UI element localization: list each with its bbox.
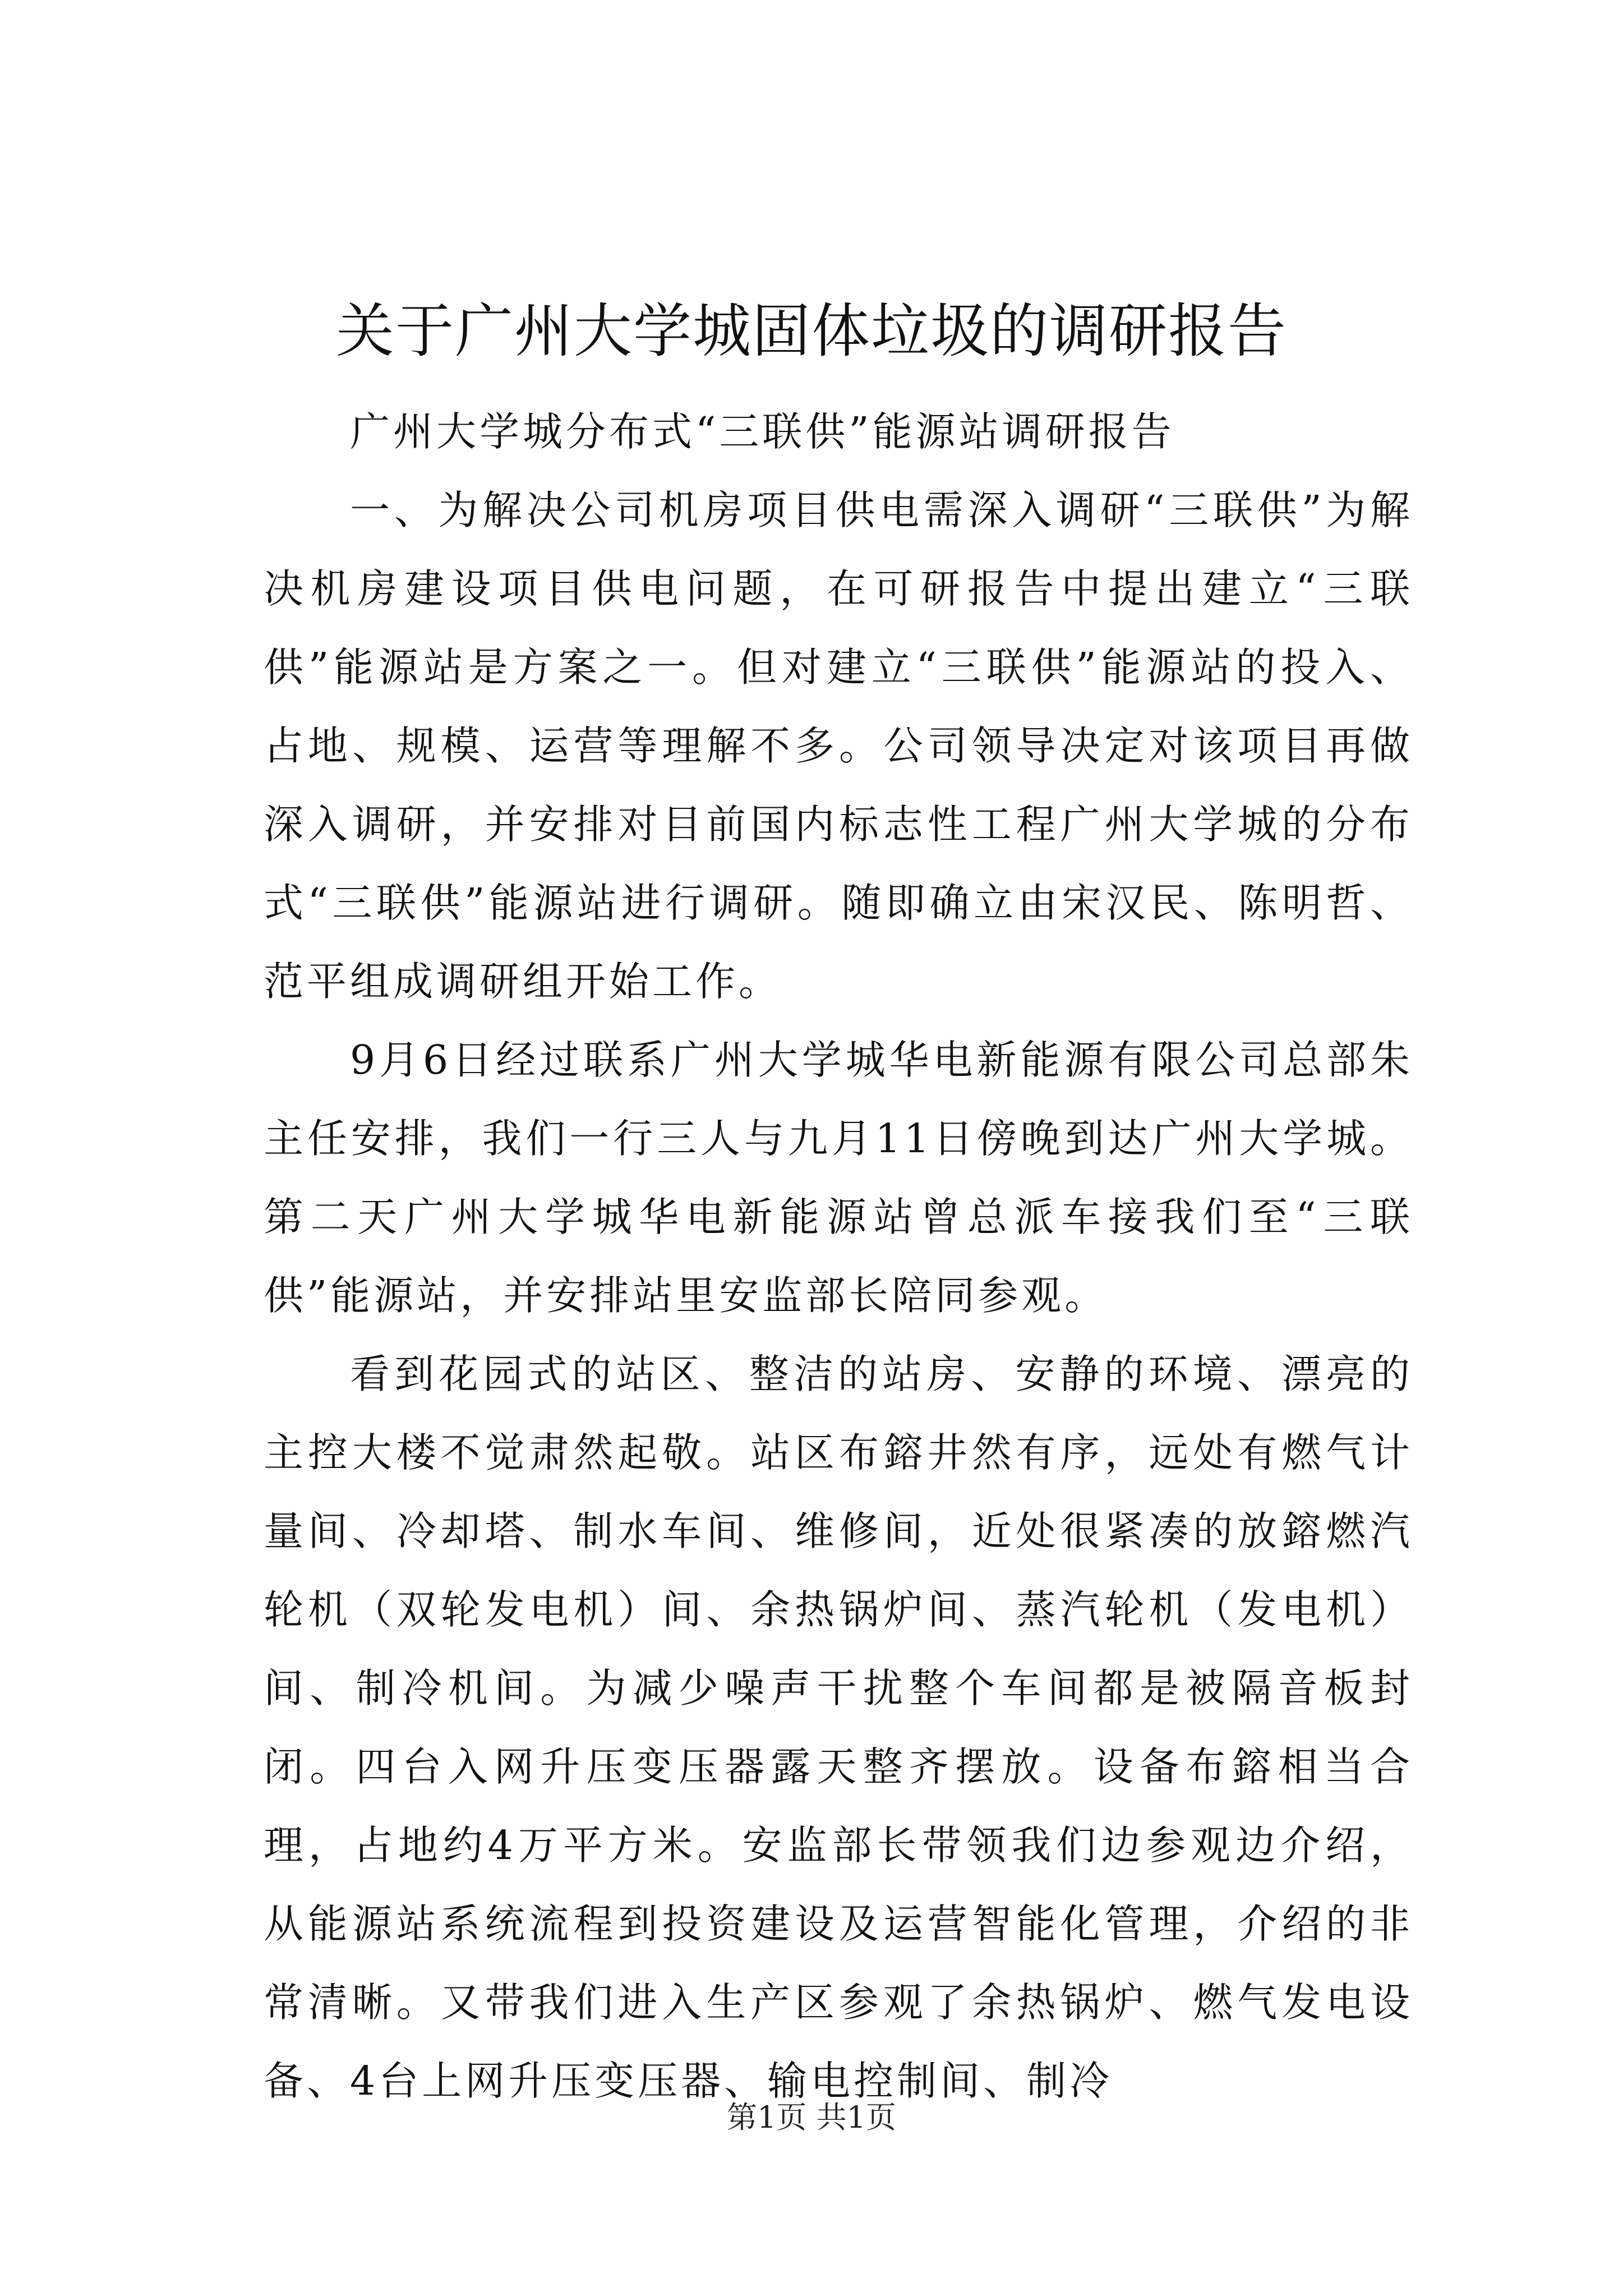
paragraph: 一、为解决公司机房项目供电需深入调研“三联供”为解决机房建设项目供电问题，在可研报告中提出建立“三联供”能源站是方案之一。但对建立“三联供”能源站的投入、占地、规模、运营等理解不多。公司领导决定对该项目再做深入调研，并安排对目前国内标志性工程广州大学城的分布式“三联供”能源站进行调研。随即确立由宋汉民、陈明哲、范平组成调研组开始工作。 [264,487,1413,1005]
paragraph: 9月6日经过联系广州大学城华电新能源有限公司总部朱主任安排，我们一行三人与九月11日傍晚到达广州大学城。第二天广州大学城华电新能源站曾总派车接我们至“三联供”能源站，并安排站里安监部长陪同参观。 [264,1037,1413,1319]
paragraph: 看到花园式的站区、整洁的站房、安静的环境、漂亮的主控大楼不觉肃然起敬。站区布鎔井然有序，远处有燃气计量间、冷却塔、制水车间、维修间，近处很紧凑的放鎔燃汽轮机（双轮发电机）间、余热锅炉间、蒸汽轮机（发电机）间、制冷机间。为减少噪声干扰整个车间都是被隔音板封闭。四台入网升压变压器露天整齐摆放。设备布鎔相当合理，占地约4万平方米。安监部长带领我们边参观边介绍，从能源站系统流程到投资建设及运营智能化管理，介绍的非常清晰。又带我们进入生产区参观了余热锅炉、燃气发电设备、4台上网升压变压器、输电控制间、制冷 [264,1351,1413,2104]
document-body [264,393,1413,2120]
page-number-footer: 第1页 共1页 [727,2100,896,2135]
document-title: 关于广州大学城固体垃圾的调研报告 [335,297,1287,365]
document-subtitle: 广州大学城分布式“三联供”能源站调研报告 [350,408,1175,455]
